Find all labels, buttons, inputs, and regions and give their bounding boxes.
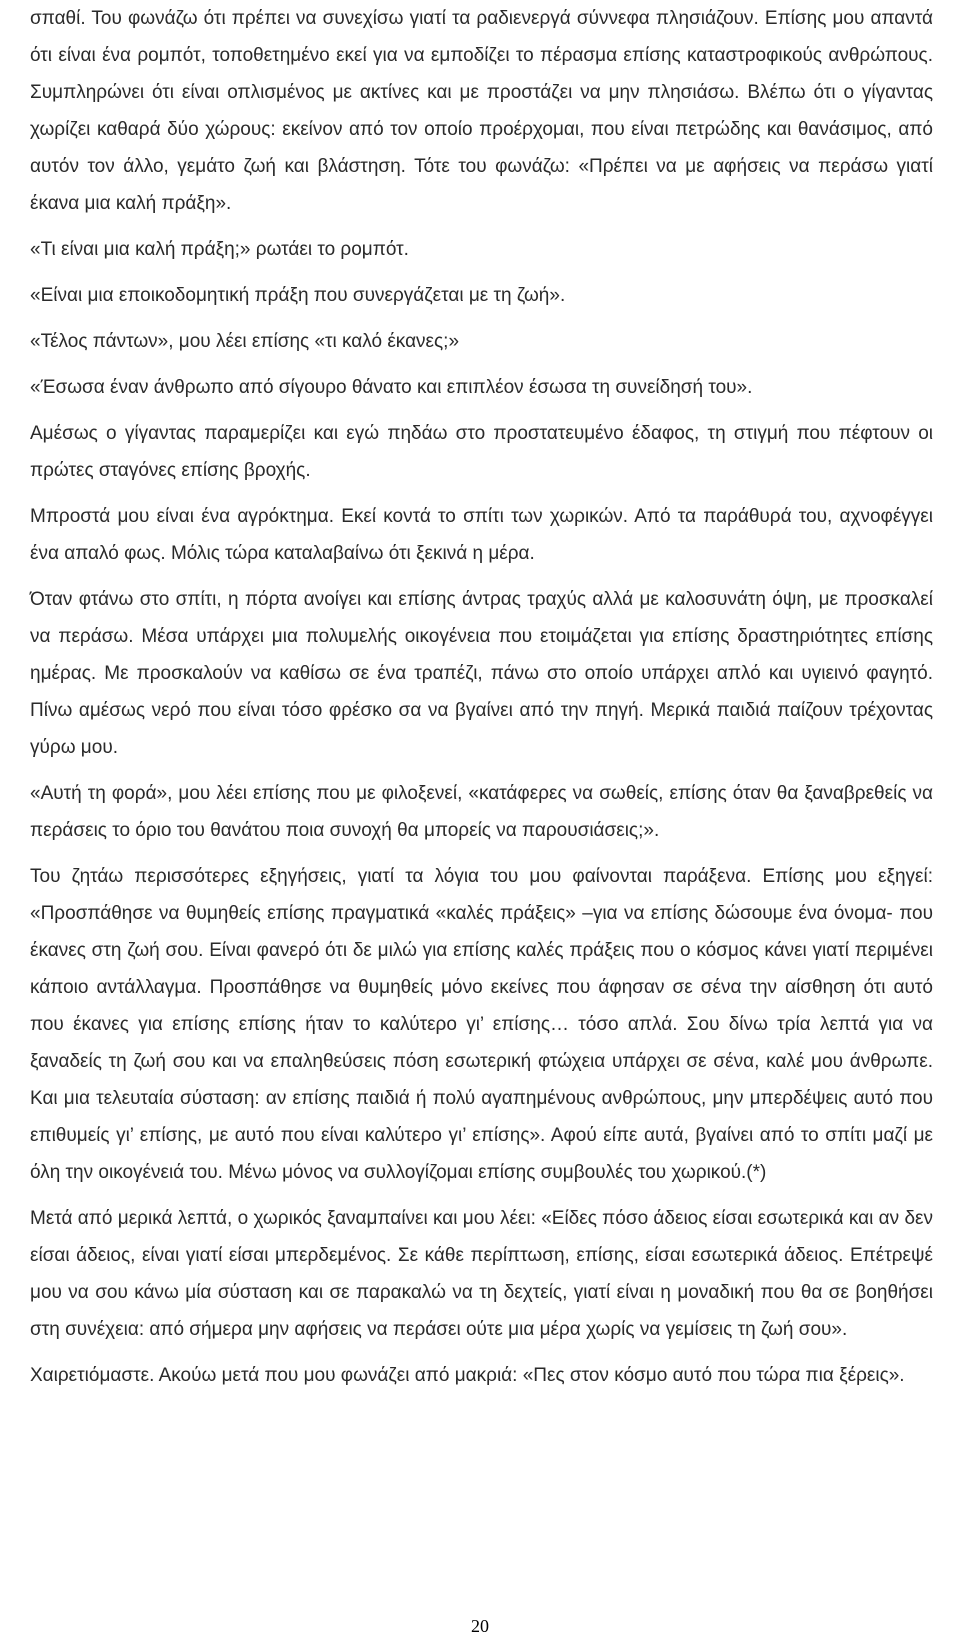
paragraph-6: Αμέσως ο γίγαντας παραμερίζει και εγώ πηδάω στο προστατευμένο έδαφος, τη στιγμή που πέφτουν οι πρώτες σταγόνες επίσης βροχής.: [30, 423, 933, 481]
paragraph-7: Μπροστά μου είναι ένα αγρόκτημα. Εκεί κοντά το σπίτι των χωρικών. Από τα παράθυρά του, αχνοφέγγει ένα απαλό φως. Μόλις τώρα καταλαβαίνω ότι ξεκινά η μέρα.: [30, 506, 933, 564]
paragraph-9: «Αυτή τη φορά», μου λέει επίσης που με φιλοξενεί, «κατάφερες να σωθείς, επίσης όταν θα ξαναβρεθείς να περάσεις το όριο του θανάτου ποια συνοχή θα μπορείς να παρουσιάσεις;».: [30, 783, 933, 841]
paragraph-11: Μετά από μερικά λεπτά, ο χωρικός ξαναμπαίνει και μου λέει: «Είδες πόσο άδειος είσαι εσωτερικά και αν δεν είσαι άδειος, είναι γιατί είσαι μπερδεμένος. Σε κάθε περίπτωση, επίσης, είσαι εσωτερικά άδειος. Επέτρεψέ μου να σου κάνω μία σύσταση και σε παρακαλώ να τη δεχτείς, γιατί είναι η μοναδική που θα σε βοηθήσει στη συνέχεια: από σήμερα μην αφήσεις να περάσει ούτε μια μέρα χωρίς να γεμίσεις τη ζωή σου».: [30, 1208, 933, 1340]
paragraph-1: σπαθί. Του φωνάζω ότι πρέπει να συνεχίσω γιατί τα ραδιενεργά σύννεφα πλησιάζουν. Επίσης μου απαντά ότι είναι ένα ρομπότ, τοποθετημένο εκεί για να εμποδίζει το πέρασμα επίσης καταστροφικούς ανθρώπους. Συμπληρώνει ότι είναι οπλισμένος με ακτίνες και με προστάζει να μην πλησιάσω. Βλέπω ότι ο γίγαντας χωρίζει καθαρά δύο χώρους: εκείνον από τον οποίο προέρχομαι, που είναι πετρώδης και θανάσιμος, από αυτόν τον άλλο, γεμάτο ζωή και βλάστηση. Τότε του φωνάζω: «Πρέπει να με αφήσεις να περάσω γιατί έκανα μια καλή πράξη».: [30, 8, 933, 214]
paragraph-12: Χαιρετιόμαστε. Ακούω μετά που μου φωνάζει από μακριά: «Πες στον κόσμο αυτό που τώρα πια ξέρεις».: [30, 1365, 905, 1386]
paragraph-8: Όταν φτάνω στο σπίτι, η πόρτα ανοίγει και επίσης άντρας τραχύς αλλά με καλοσυνάτη όψη, με προσκαλεί να περάσω. Μέσα υπάρχει μια πολυμελής οικογένεια που ετοιμάζεται για επίσης δραστηριότητες επίσης ημέρας. Με προσκαλούν να καθίσω σε ένα τραπέζι, πάνω στο οποίο υπάρχει απλό και υγιεινό φαγητό. Πίνω αμέσως νερό που είναι τόσο φρέσκο σα να βγαίνει από την πηγή. Μερικά παιδιά παίζουν τρέχοντας γύρω μου.: [30, 589, 933, 758]
paragraph-2: «Τι είναι μια καλή πράξη;» ρωτάει το ρομπότ.: [30, 239, 409, 260]
paragraph-10: Του ζητάω περισσότερες εξηγήσεις, γιατί τα λόγια του μου φαίνονται παράξενα. Επίσης μου εξηγεί: «Προσπάθησε να θυμηθείς επίσης πραγματικά «καλές πράξεις» –για να επίσης δώσουμε ένα όνομα- που έκανες στη ζωή σου. Είναι φανερό ότι δε μιλώ για επίσης καλές πράξεις που ο κόσμος κάνει γιατί περιμένει κάποιο αντάλλαγμα. Προσπάθησε να θυμηθείς μόνο εκείνες που άφησαν σε σένα την αίσθηση ότι αυτό που έκανες για επίσης επίσης ήταν το καλύτερο γι’ επίσης… τόσο απλά. Σου δίνω τρία λεπτά για να ξαναδείς τη ζωή σου και να επαληθεύσεις πόση εσωτερική φτώχεια υπάρχει σε σένα, καλέ μου άνθρωπε. Και μια τελευταία σύσταση: αν επίσης παιδιά ή πολύ αγαπημένους ανθρώπους, μην μπερδέψεις αυτό που επιθυμείς γι’ επίσης, με αυτό που είναι καλύτερο γι’ επίσης». Αφού είπε αυτά, βγαίνει από το σπίτι μαζί με όλη την οικογένειά του. Μένω μόνος να συλλογίζομαι επίσης συμβουλές του χωρικού.(*): [30, 866, 933, 1183]
paragraph-4: «Τέλος πάντων», μου λέει επίσης «τι καλό έκανες;»: [30, 331, 460, 352]
paragraph-5: «Έσωσα έναν άνθρωπο από σίγουρο θάνατο και επιπλέον έσωσα τη συνείδησή του».: [30, 377, 753, 398]
paragraph-3: «Είναι μια εποικοδομητική πράξη που συνεργάζεται με τη ζωή».: [30, 285, 566, 306]
page-number: 20: [471, 1616, 489, 1636]
body-text: [30, 0, 933, 1403]
